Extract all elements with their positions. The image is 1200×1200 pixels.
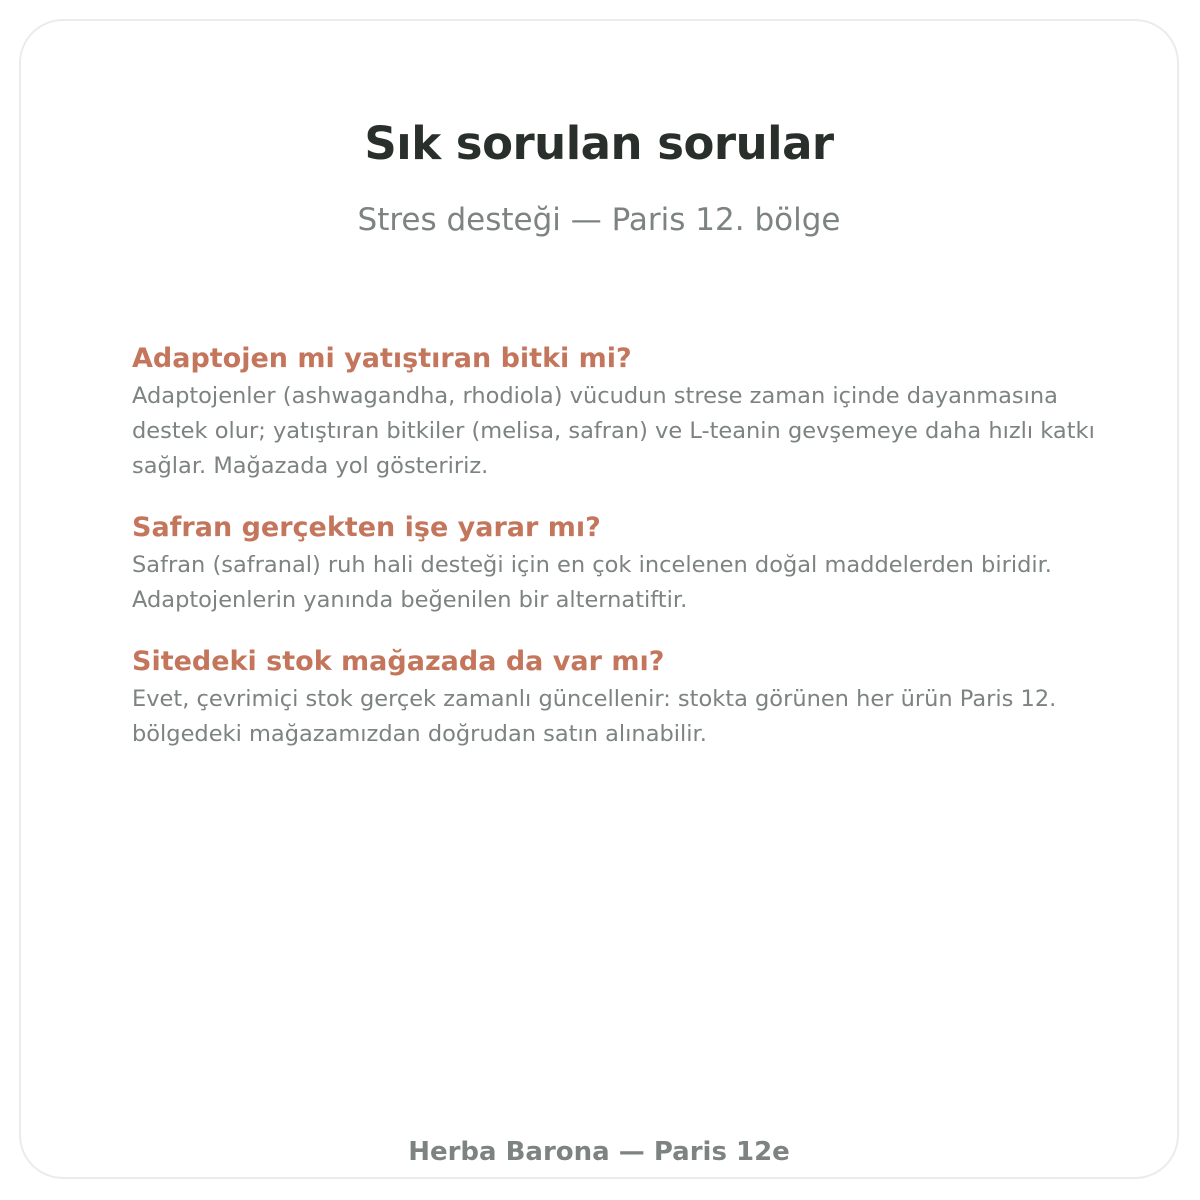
faq-list <box>132 341 1112 778</box>
faq-answer: Evet, çevrimiçi stok gerçek zamanlı güncellenir: stokta görünen her ürün Paris 12. bölgedeki mağazamızdan doğrudan satın alınabilir. <box>132 686 1057 747</box>
page-title: Sık sorulan sorular <box>364 117 834 170</box>
footer-brand: Herba Barona — Paris 12e <box>408 1137 790 1167</box>
faq-question: Sitedeki stok mağazada da var mı? <box>132 646 665 677</box>
faq-item <box>132 644 1112 752</box>
faq-question: Safran gerçekten işe yarar mı? <box>132 512 601 543</box>
faq-item <box>132 510 1112 618</box>
faq-question: Adaptojen mi yatıştıran bitki mi? <box>132 343 632 374</box>
faq-item <box>132 341 1112 484</box>
faq-answer: Safran (safranal) ruh hali desteği için en çok incelenen doğal maddelerden biridir. Adaptojenlerin yanında beğenilen bir alternatiftir. <box>132 552 1052 613</box>
page-subtitle: Stres desteği — Paris 12. bölge <box>357 202 841 238</box>
faq-answer: Adaptojenler (ashwagandha, rhodiola) vücudun strese zaman içinde dayanmasına destek olur; yatıştıran bitkiler (melisa, safran) ve L-teanin gevşemeye daha hızlı katkı sağlar. Mağazada yol gösteririz. <box>132 383 1095 479</box>
faq-card <box>19 19 1179 1179</box>
